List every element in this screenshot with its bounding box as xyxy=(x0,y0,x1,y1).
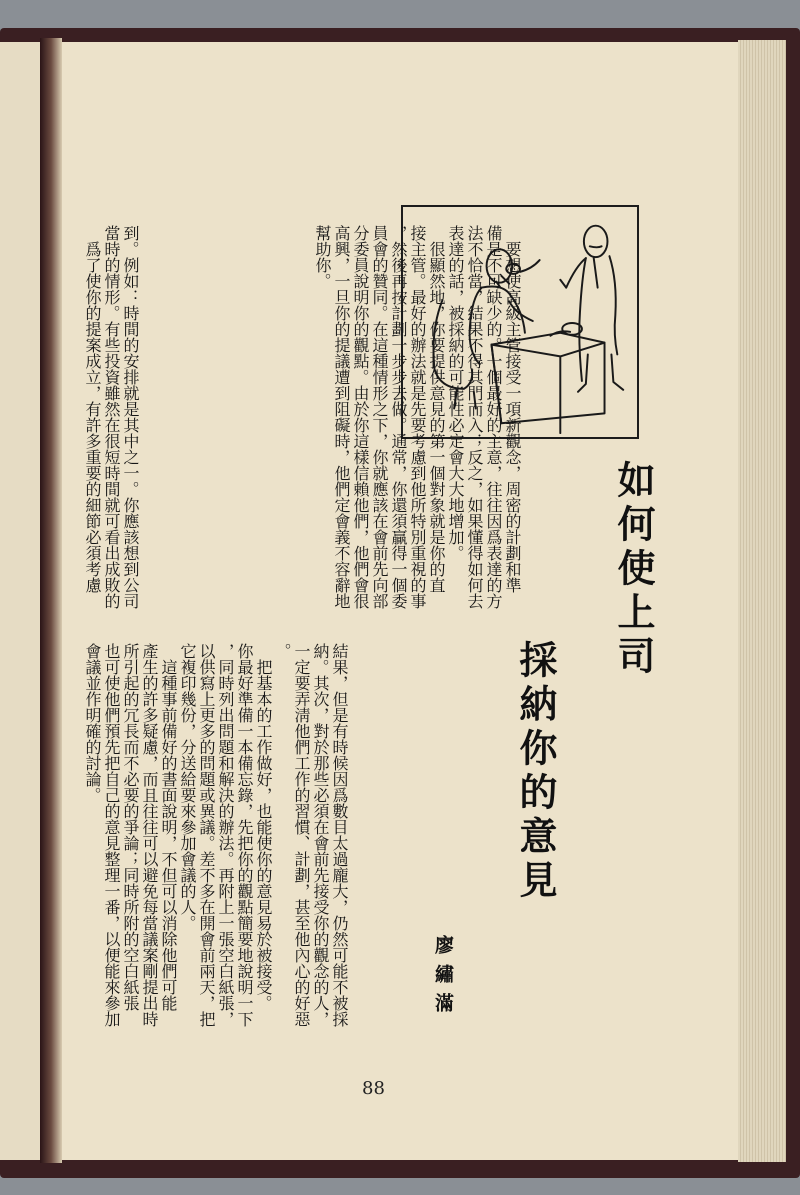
author-name: 廖繡滿 xyxy=(432,935,454,1022)
body-text-upper-left: 到。例如：時間的安排就是其中之一。你應該想到公司 當時的情形。有些投資雖然在很短時間就可看出成敗的 爲了使你的提案成立，有許多重要的細節必須考慮 xyxy=(83,225,140,609)
article-title-line1: 如何使上司 xyxy=(611,460,656,680)
article-title-line2: 採納你的意見 xyxy=(513,640,558,904)
page-edges xyxy=(738,40,786,1162)
book-gutter xyxy=(40,38,62,1163)
body-text-lower: 結果，但是有時候因爲數目太過龐大，仍然可能不被採 納。其次，對於那些必須在會前先接受你的觀念的人， 一定要弄淸他們工作的習慣、計劃，甚至他內心的好惡 。 把基本的工作做好，也能使你的意見易於被接受。 你最好準備一本備忘錄，先把你的觀點簡要地說明一下 ，同時列出問題和解決的辦法。再附上一張空白紙張， 以供寫上更多的問題或異議。差不多在開會前兩天，把 它複印幾份，分送給要來參加會議的人。 這種事前備好的書面說明，不但可以消除他們可能 產生的許多疑慮，而且往往可以避免每當議案剛提出時 所引起的冗長而不必要的爭論；同時所附的空白紙張 也可使他們預先把自己的意見整理一番，以便能來參加 會議並作明確的討論。 xyxy=(83,643,349,1027)
left-page-edge xyxy=(0,42,40,1160)
page-number: 88 xyxy=(362,1078,385,1099)
body-text-upper-right: 要想使高級主管接受一項新觀念，周密的計劃和準 備是不可缺少的。一個最好的主意，往往因爲表達的方 法不恰當，結果不得其門而入；反之，如果懂得如何去 表達的話，被採納的可能性必定會大大地增加。 很顯然地，你要提供意見的第一個對象就是你的直 接主管。最好的辦法就是先要考慮到他所特別重視的事 ，然後再按計劃一步步去做。通常，你還須贏得一個委 員會的贊同。在這種情形之下，你就應該在會前先向部 分委員說明你的觀點。由於你這樣信賴他們，他們會很 高興，一旦你的提議遭到阻礙時，他們定會義不容辭地 幫助你。 xyxy=(313,225,522,609)
